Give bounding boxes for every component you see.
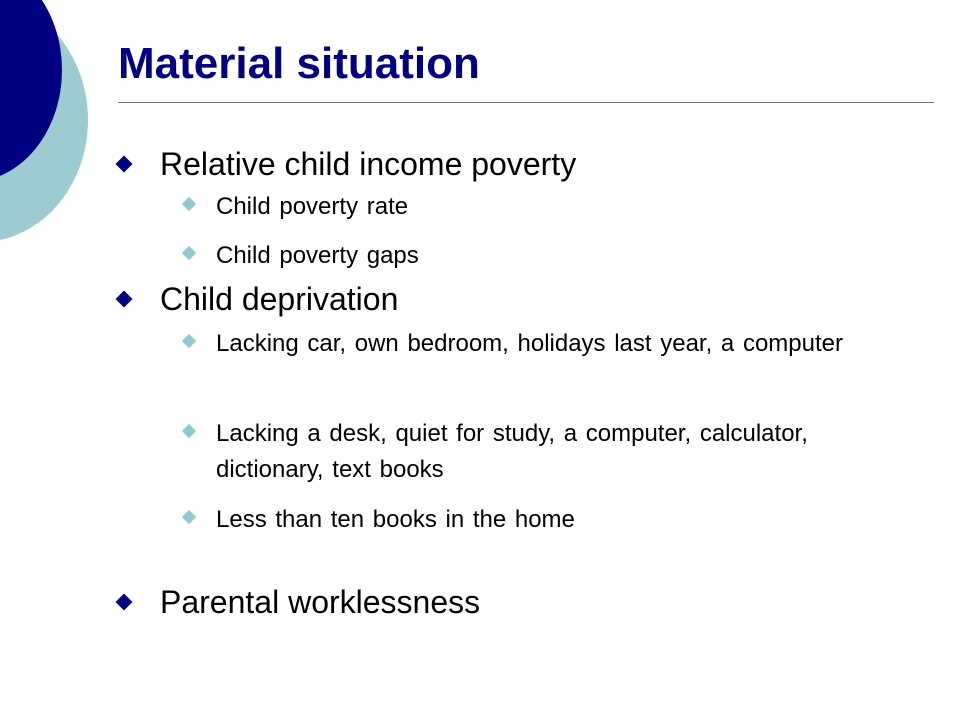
bullet-text: Child deprivation (160, 281, 399, 317)
sub-bullet-text: Lacking car, own bedroom, holidays last year, a computer (216, 330, 843, 357)
diamond-bullet-icon (116, 156, 133, 173)
sub-bullet-item (184, 416, 896, 488)
sub-bullet-text: Child poverty gaps (216, 242, 419, 269)
corner-decoration (0, 0, 110, 250)
diamond-bullet-icon (182, 197, 196, 211)
sub-bullet-item (184, 238, 896, 274)
sub-bullet-item (184, 502, 896, 538)
diamond-bullet-icon (182, 424, 196, 438)
diamond-bullet-icon (182, 510, 196, 524)
bullet-text: Parental worklessness (160, 584, 481, 620)
slide-title: Material situation (118, 39, 480, 88)
bullet-item (118, 145, 576, 183)
diamond-bullet-icon (182, 246, 196, 260)
diamond-bullet-icon (116, 291, 133, 308)
bullet-item (118, 280, 398, 318)
sub-bullet-text: Child poverty rate (216, 193, 409, 220)
diamond-bullet-icon (116, 594, 133, 611)
bullet-item (118, 583, 480, 621)
bullet-text: Relative child income poverty (160, 146, 577, 182)
title-divider (118, 102, 934, 103)
sub-bullet-item (184, 189, 896, 225)
sub-bullet-text: Less than ten books in the home (216, 506, 575, 533)
sub-bullet-text: Lacking a desk, quiet for study, a computer, calculator, dictionary, text books (216, 420, 808, 483)
diamond-bullet-icon (182, 334, 196, 348)
sub-bullet-item (184, 326, 896, 362)
